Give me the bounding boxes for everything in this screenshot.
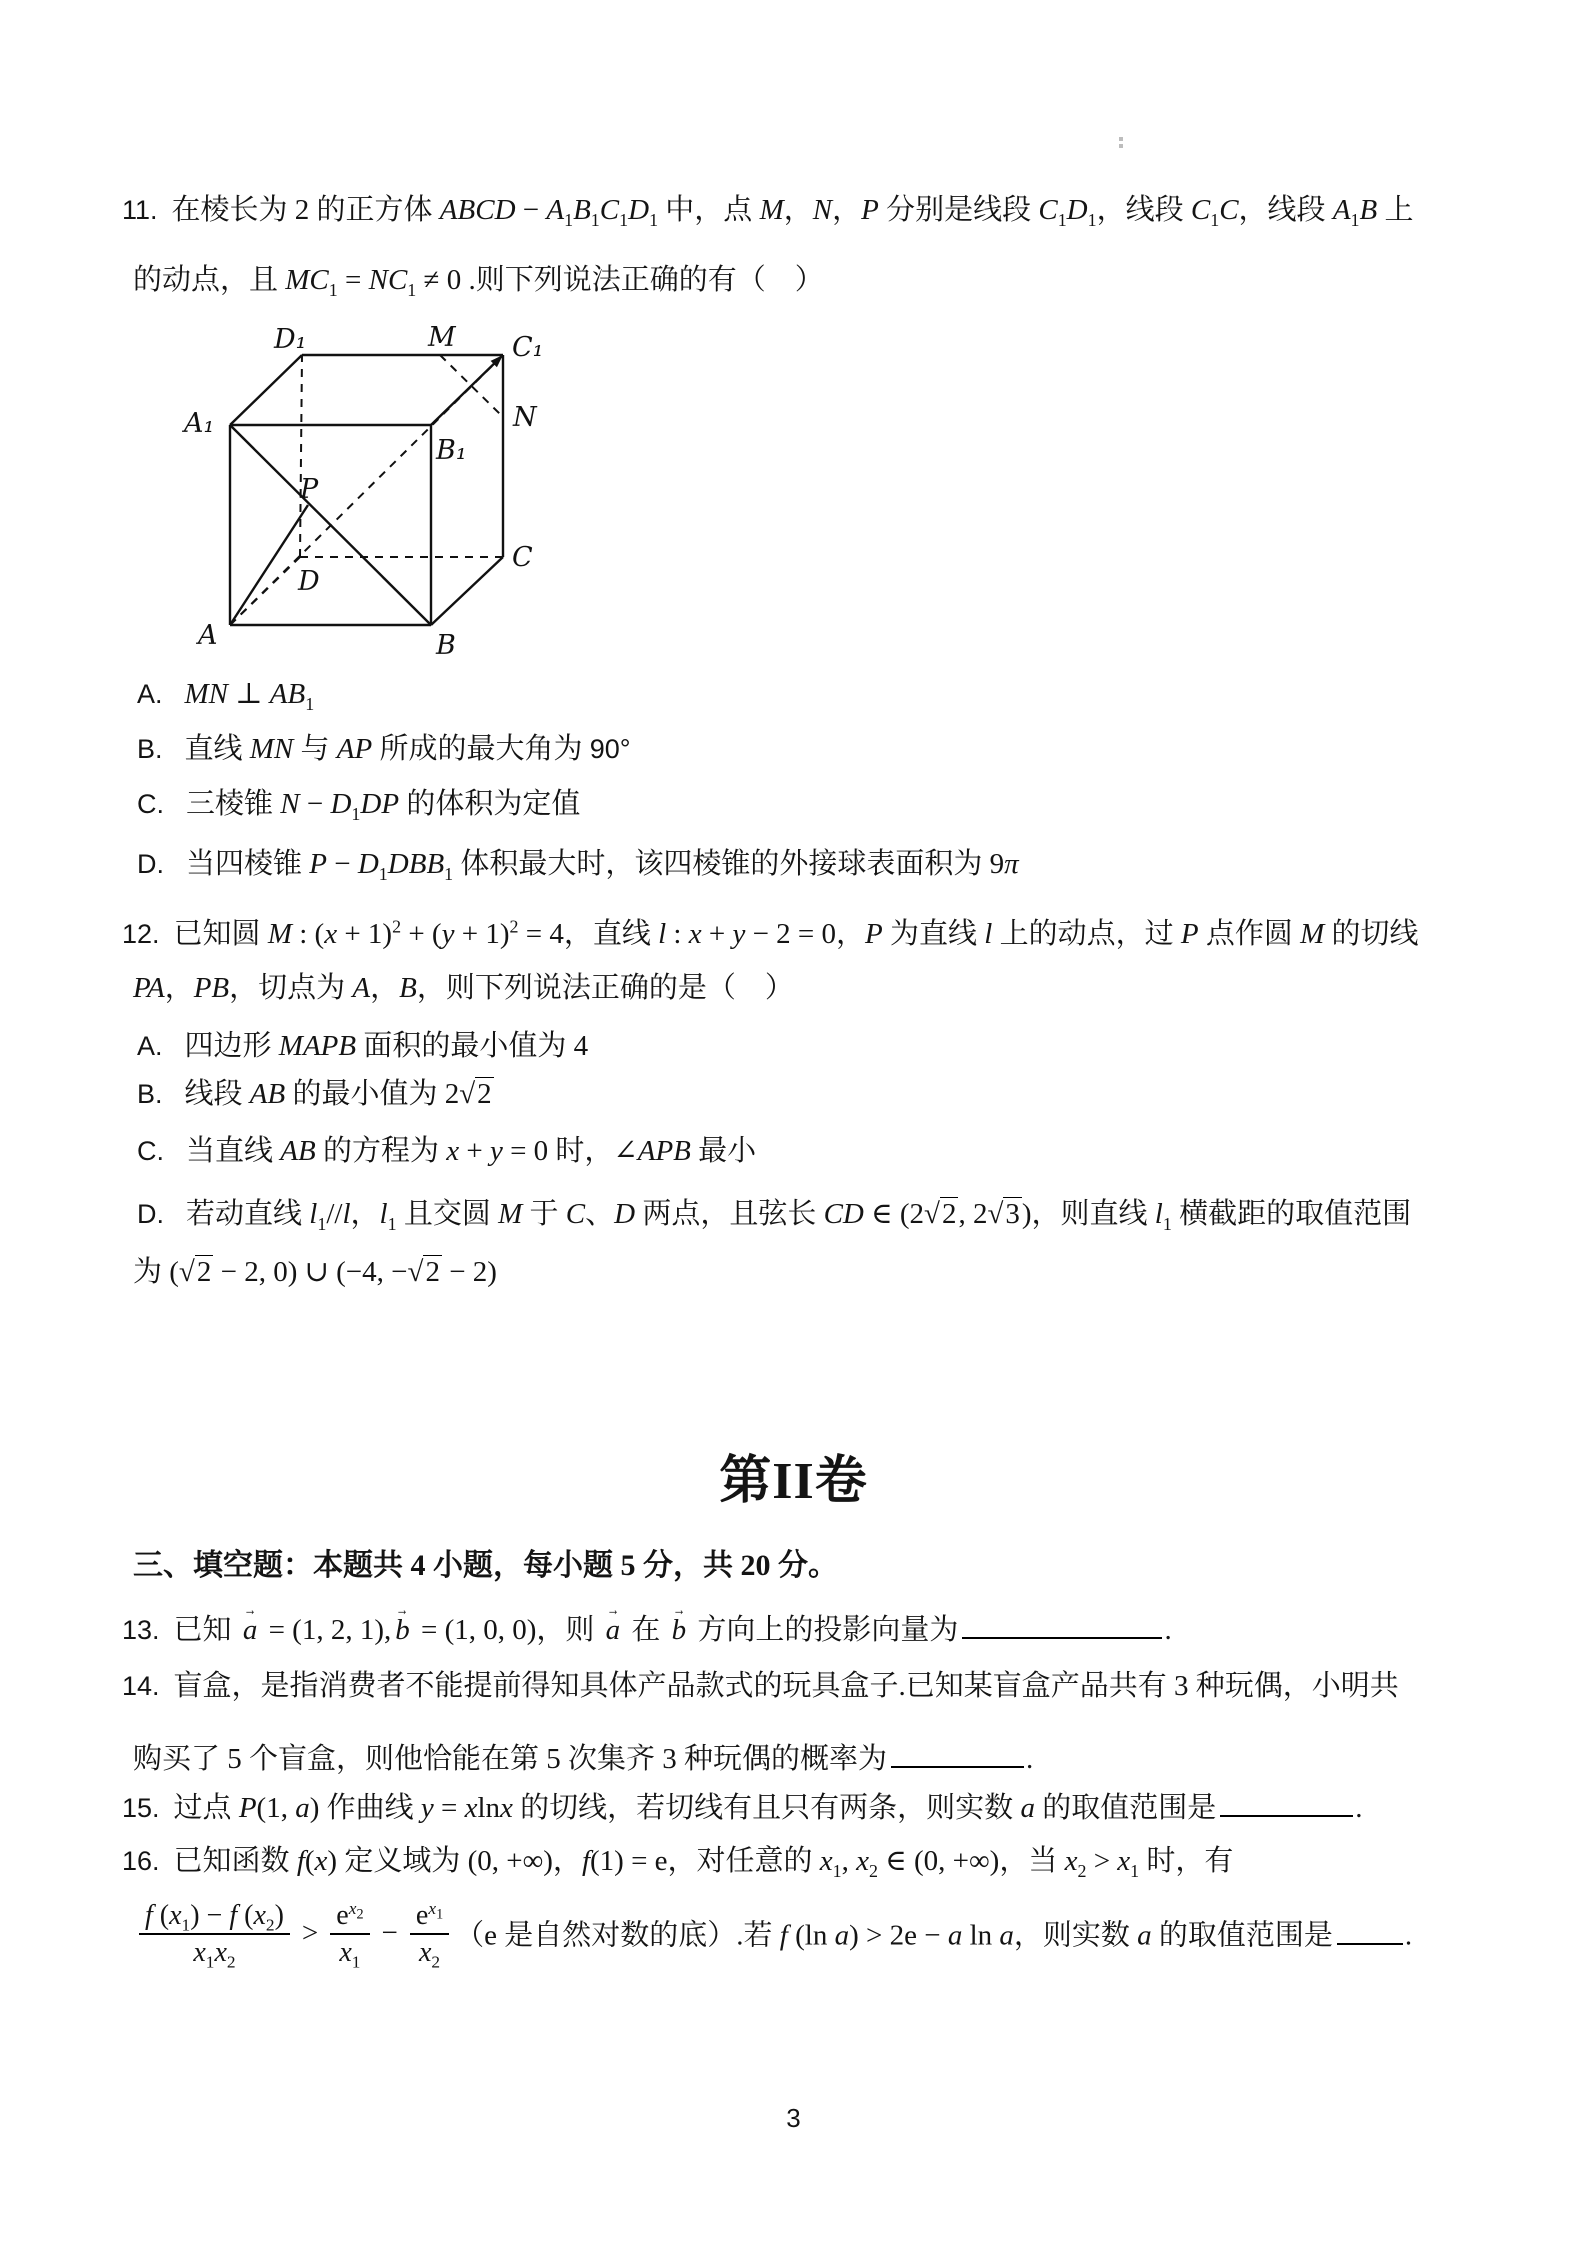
question-11-text-1: 在棱长为 2 的正方体 ABCD − $A_1B_1C_1D_1$ 中，点 M，N，P 分别是线段 $C_1D_1$，线段 $C_1C$，线段 $A_1B$ 上 [171,194,1414,230]
fraction-2 [330,1898,369,1970]
fraction-1-numerator: f $(x_1) - f$ $(x_2)$ [139,1898,290,1935]
q12-option-b-label: B. [137,1079,163,1109]
question-13 [122,1607,1517,1650]
cube-solid-edges [230,355,503,625]
vertex-label-n: N [513,402,537,433]
question-16-text-2: （e 是自然对数的底）.若 f (ln a) > 2e − a ln a，则实数 a 的取值范围是 . [455,1912,1412,1955]
vertex-label-b1: B₁ [436,435,467,466]
q11-option-a-text: MN ⊥ $AB_1$ [184,678,315,714]
q11-option-a [137,676,1532,714]
question-15 [122,1785,1517,1828]
q11-option-c [137,786,1532,824]
question-11-line-1 [122,192,1517,230]
vertex-label-p: P [300,474,319,505]
question-14-line-2 [133,1736,1528,1779]
q12-option-a-text: 四边形 MAPB 面积的最小值为 4 [184,1030,589,1062]
part2-title: 第II卷 [719,1453,868,1510]
question-12-text-1: 已知圆 M : $(x + 1)^2 + (y + 1)^2 = 4$，直线 l : x + y − 2 = 0，P 为直线 l 上的动点，过 P 点作圆 M 的切线 [173,916,1419,950]
q12-option-c-text: 当直线 AB 的方程为 x + y = 0 时，∠APB 最小 [186,1135,757,1167]
vertex-label-m: M [428,322,456,353]
q12-option-c-label: C. [137,1136,164,1166]
fraction-1 [139,1898,290,1970]
q11-option-d-label: D. [137,849,164,879]
question-16-text-1: 已知函数 f(x) 定义域为 (0, +∞)，f(1) = e，对任意的 $x_1$, $x_2$ ∈ (0, +∞)，当 $x_2 > x_1$ 时，有 [173,1845,1234,1881]
page-number: 3 [786,2103,801,2133]
vertex-label-d: D [298,566,320,597]
fraction-2-denominator: $x_1$ [339,1937,361,1972]
q11-option-d-text: 当四棱锥 $P - D_1DBB_1$ 体积最大时，该四棱锥的外接球表面积为 9π [186,848,1019,884]
question-15-text: 过点 P(1, a) 作曲线 y = xlnx 的切线，若切线有且只有两条，则实数 a 的取值范围是 . [174,1792,1363,1824]
fraction-3-numerator: $e^{x_1}$ [410,1898,449,1935]
question-11-line-2 [133,262,1528,300]
q11-option-b-text: 直线 MN 与 AP 所成的最大角为 90° [184,733,631,765]
vertex-label-c1: C₁ [512,332,544,363]
question-14-number: 14. [122,1671,160,1701]
q12-option-d-line-2 [133,1254,1528,1292]
q11-option-c-text: 三棱锥 $N - D_1DP$ 的体积为定值 [186,788,581,824]
question-12-line-2 [133,970,1528,1008]
q12-option-a-label: A. [137,1031,163,1061]
question-12-line-1 [122,916,1517,954]
section-3-heading: 三、填空题：本题共 4 小题，每小题 5 分，共 20 分。 [133,1549,838,1582]
question-15-number: 15. [122,1793,160,1824]
vertex-label-a: A [198,620,218,651]
q11-option-b-label: B. [137,734,163,764]
q12-option-b [137,1076,1532,1114]
greater-than-sign: > [301,1917,319,1950]
q12-option-b-text: 线段 AB 的最小值为 2√2 [184,1078,492,1110]
minus-sign: − [381,1917,398,1950]
question-14-text-1: 盲盒，是指消费者不能提前得知具体产品款式的玩具盒子.已知某盲盒产品共有 3 种玩偶，小明共 [173,1670,1399,1702]
question-13-text: 已知 → a = (1, 2, 1), → b = (1, 0, 0)，则 → a 在 → b 方向上的投影向量为 . [174,1614,1172,1646]
vertex-label-a1: A₁ [184,408,215,439]
q11-option-b [137,731,1532,769]
q12-option-a [137,1028,1532,1066]
vertex-label-b: B [436,630,456,661]
q12-option-d-label: D. [137,1199,164,1229]
question-12-text-2: PA，PB，切点为 A，B，则下列说法正确的是（ ） [133,972,794,1004]
question-11-text-2: 的动点，且 $MC_1 = NC_1 \ne 0$ .则下列说法正确的有（ ） [133,264,824,300]
fraction-1-denominator: $x_1x_2$ [193,1937,236,1972]
scan-artifact [1119,137,1123,141]
q11-option-d [137,846,1532,884]
fraction-3 [410,1898,449,1970]
q11-option-c-label: C. [137,789,164,819]
fraction-2-numerator: $e^{x_2}$ [330,1898,369,1935]
question-14-text-2: 购买了 5 个盲盒，则他恰能在第 5 次集齐 3 种玩偶的概率为 . [133,1743,1033,1775]
q12-option-d-text-2: 为 (√2 − 2, 0) ∪ (−4, −√2 − 2) [133,1256,497,1288]
fraction-3-denominator: $x_2$ [418,1937,441,1972]
q11-option-a-label: A. [137,679,163,709]
question-12-number: 12. [122,919,160,949]
question-14-line-1 [122,1668,1517,1706]
vertex-label-d1: D₁ [274,324,307,355]
question-13-number: 13. [122,1615,160,1646]
cube-diagram [140,312,560,667]
question-16-number: 16. [122,1846,160,1876]
q12-option-c [137,1133,1532,1171]
q12-option-d-text: 若动直线 $l_1//l$，$l_1$ 且交圆 M 于 C、D 两点，且弦长 CD ∈ (2√2, 2√3)，则直线 $l_1$ 横截距的取值范围 [186,1198,1412,1234]
question-11-number: 11. [122,195,158,225]
vertex-label-c: C [512,542,533,573]
question-16-formula [133,1898,1528,1970]
q12-option-d [137,1196,1532,1234]
question-16-line-1 [122,1843,1517,1881]
